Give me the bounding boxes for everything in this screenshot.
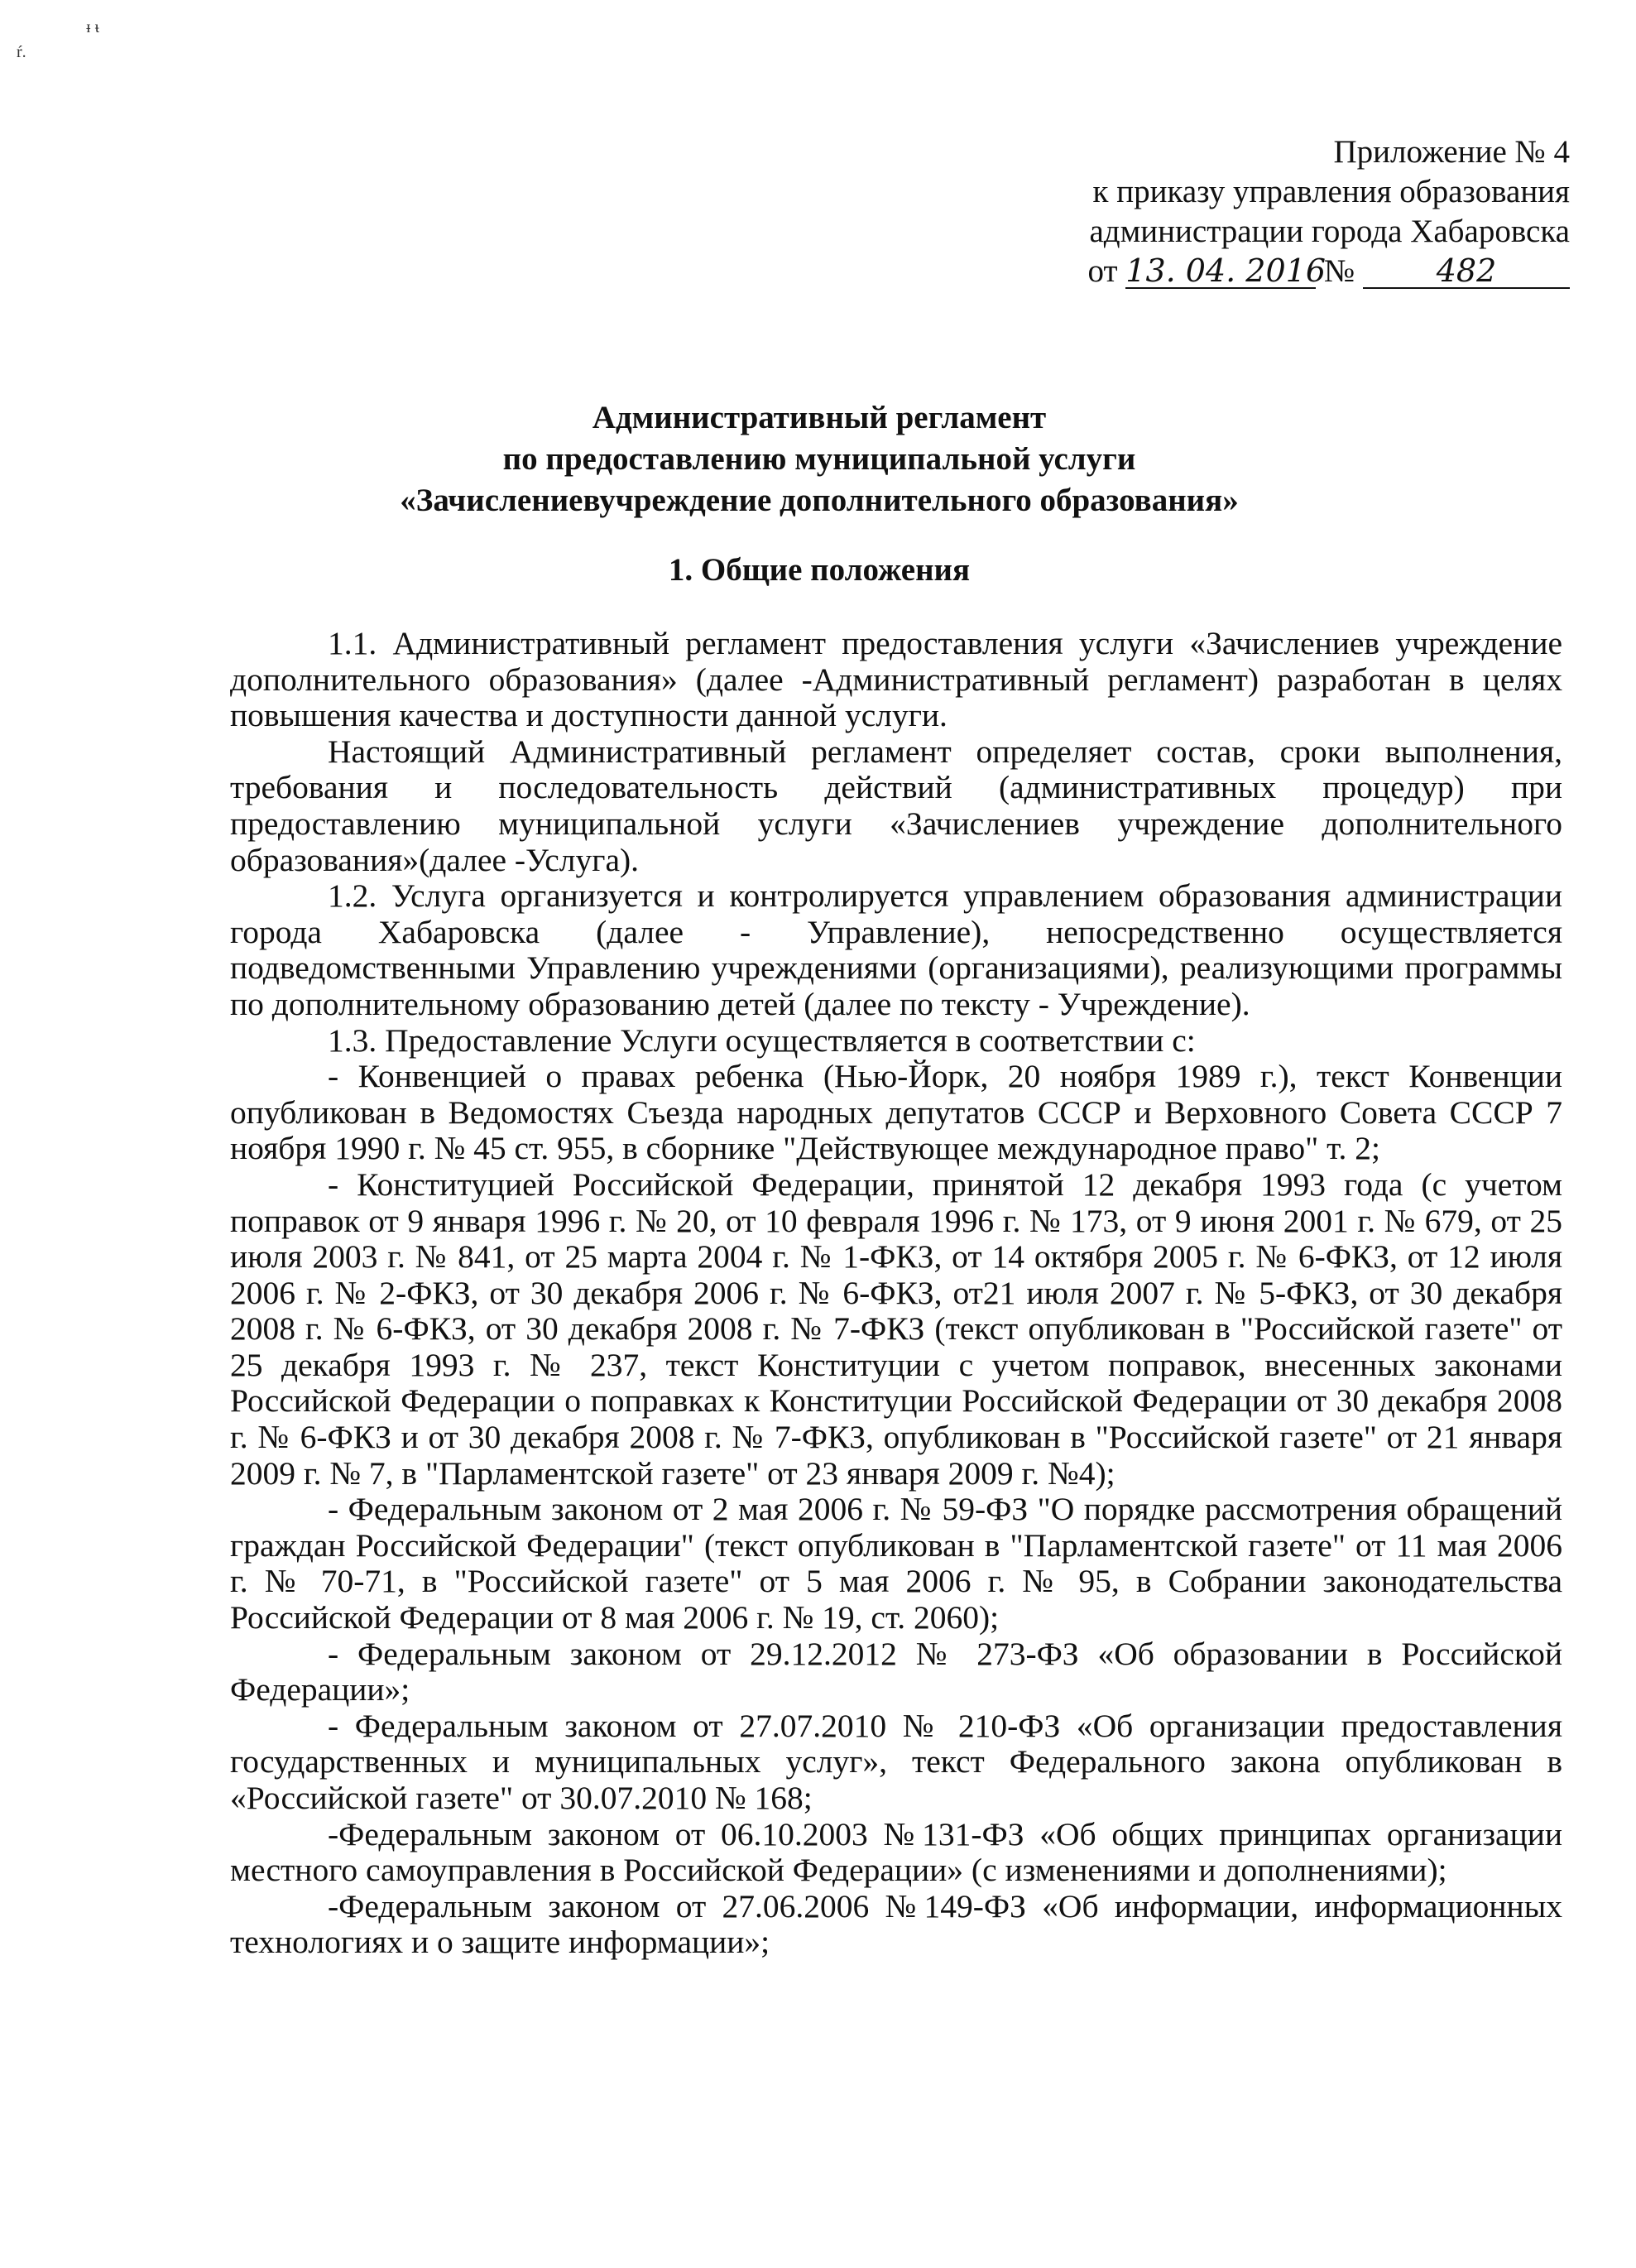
handwritten-date: 13. 04. 2016: [1125, 252, 1327, 289]
legal-basis-law-59: - Федеральным законом от 2 мая 2006 г. № 59-ФЗ "О порядке рассмотрения обращений граждан Российской Федерации" (текст опубликован в "Парламентской газете" от 11 мая 2006 г. № 70-71, в "Российской газете" от 5 мая 2006 г. № 95, в Собрании законодательства Российской Федерации от 8 мая 2006 г. № 19, ст. 2060);: [230, 1491, 1562, 1636]
section-heading: 1. Общие положения: [668, 552, 971, 588]
paragraph-1-3: 1.3. Предоставление Услуги осуществляется в соответствии с:: [328, 1021, 1196, 1059]
from-label: от: [1087, 253, 1118, 289]
number-label: №: [1324, 253, 1355, 289]
approval-block: [924, 132, 1570, 291]
document-title: [232, 397, 1407, 521]
approval-date-line: [924, 252, 1570, 291]
paragraph-scope: Настоящий Административный регламент определяет состав, сроки выполнения, требования и последовательность действий (административных процедур) при предоставлению муниципальной услуги «Зачислениев учреждение дополнительного образования»(далее -Услуга).: [230, 733, 1562, 878]
paragraph-1-2: 1.2. Услуга организуется и контролируется управлением образования администрации города Хабаровска (далее - Управление), непосредственно осуществляется подведомственными Управлению учреждениями (организациями), реализующими программы по дополнительному образованию детей (далее по тексту - Учреждение).: [230, 877, 1562, 1022]
approval-line-2: к приказу управления образования: [1092, 174, 1570, 209]
title-line-2: по предоставлению муниципальной услуги: [502, 441, 1136, 477]
legal-basis-law-131: -Федеральным законом от 06.10.2003 №131-ФЗ «Об общих принципах организации местного самоуправления в Российской Федерации» (с изменениями и дополнениями);: [230, 1815, 1562, 1889]
legal-basis-constitution: - Конституцией Российской Федерации, принятой 12 декабря 1993 года (с учетом поправок от 9 января 1996 г. № 20, от 10 февраля 1996 г. № 173, от 9 июня 2001 г. № 679, от 25 июля 2003 г. № 841, от 25 марта 2004 г. № 1-ФКЗ, от 14 октября 2005 г. № 6-ФКЗ, от 12 июля 2006 г. № 2-ФКЗ, от 30 декабря 2006 г. № 6-ФКЗ, от21 июля 2007 г. № 5-ФКЗ, от 30 декабря 2008 г. № 6-ФКЗ, от 30 декабря 2008 г. № 7-ФКЗ (текст опубликован в "Российской газете" от 25 декабря 1993 г. № 237, текст Конституции с учетом поправок, внесенных законами Российской Федерации о поправках к Конституции Российской Федерации от 30 декабря 2008 г. № 6-ФКЗ и от 30 декабря 2008 г. № 7-ФКЗ, опубликован в "Российской газете" от 21 января 2009 г. № 7, в "Парламентской газете" от 23 января 2009 г. №4);: [230, 1165, 1562, 1492]
title-line-1: Административный регламент: [592, 400, 1047, 435]
title-line-3: «Зачислениевучреждение дополнительного образования»: [400, 483, 1239, 518]
legal-basis-law-149: -Федеральным законом от 27.06.2006 №149-ФЗ «Об информации, информационных технологиях и о защите информации»;: [230, 1887, 1562, 1961]
scan-mark-top: ᵻ ᵼ: [86, 18, 99, 36]
document-body: [230, 626, 1562, 1961]
paragraph-1-1: 1.1. Административный регламент предоставления услуги «Зачислениев учреждение дополнительного образования» (далее -Административный регламент) разработан в целях повышения качества и доступности данной услуги.: [230, 625, 1562, 734]
legal-basis-law-210: - Федеральным законом от 27.07.2010 № 210-ФЗ «Об организации предоставления государственных и муниципальных услуг», текст Федерального закона опубликован в «Российской газете" от 30.07.2010 № 168;: [230, 1707, 1562, 1816]
scan-mark-left: ŕ.: [17, 43, 26, 61]
legal-basis-law-273: - Федеральным законом от 29.12.2012 № 273-ФЗ «Об образовании в Российской Федерации»;: [230, 1635, 1562, 1708]
handwritten-number: 482: [1363, 254, 1570, 289]
approval-line-3: администрации города Хабаровска: [1089, 214, 1570, 249]
approval-line-1: Приложение № 4: [1333, 134, 1570, 170]
legal-basis-convention: - Конвенцией о правах ребенка (Нью-Йорк, 20 ноября 1989 г.), текст Конвенции опубликован в Ведомостях Съезда народных депутатов СССР и Верховного Совета СССР 7 ноября 1990 г. № 45 ст. 955, в сборнике "Действующее международное право" т. 2;: [230, 1058, 1562, 1167]
